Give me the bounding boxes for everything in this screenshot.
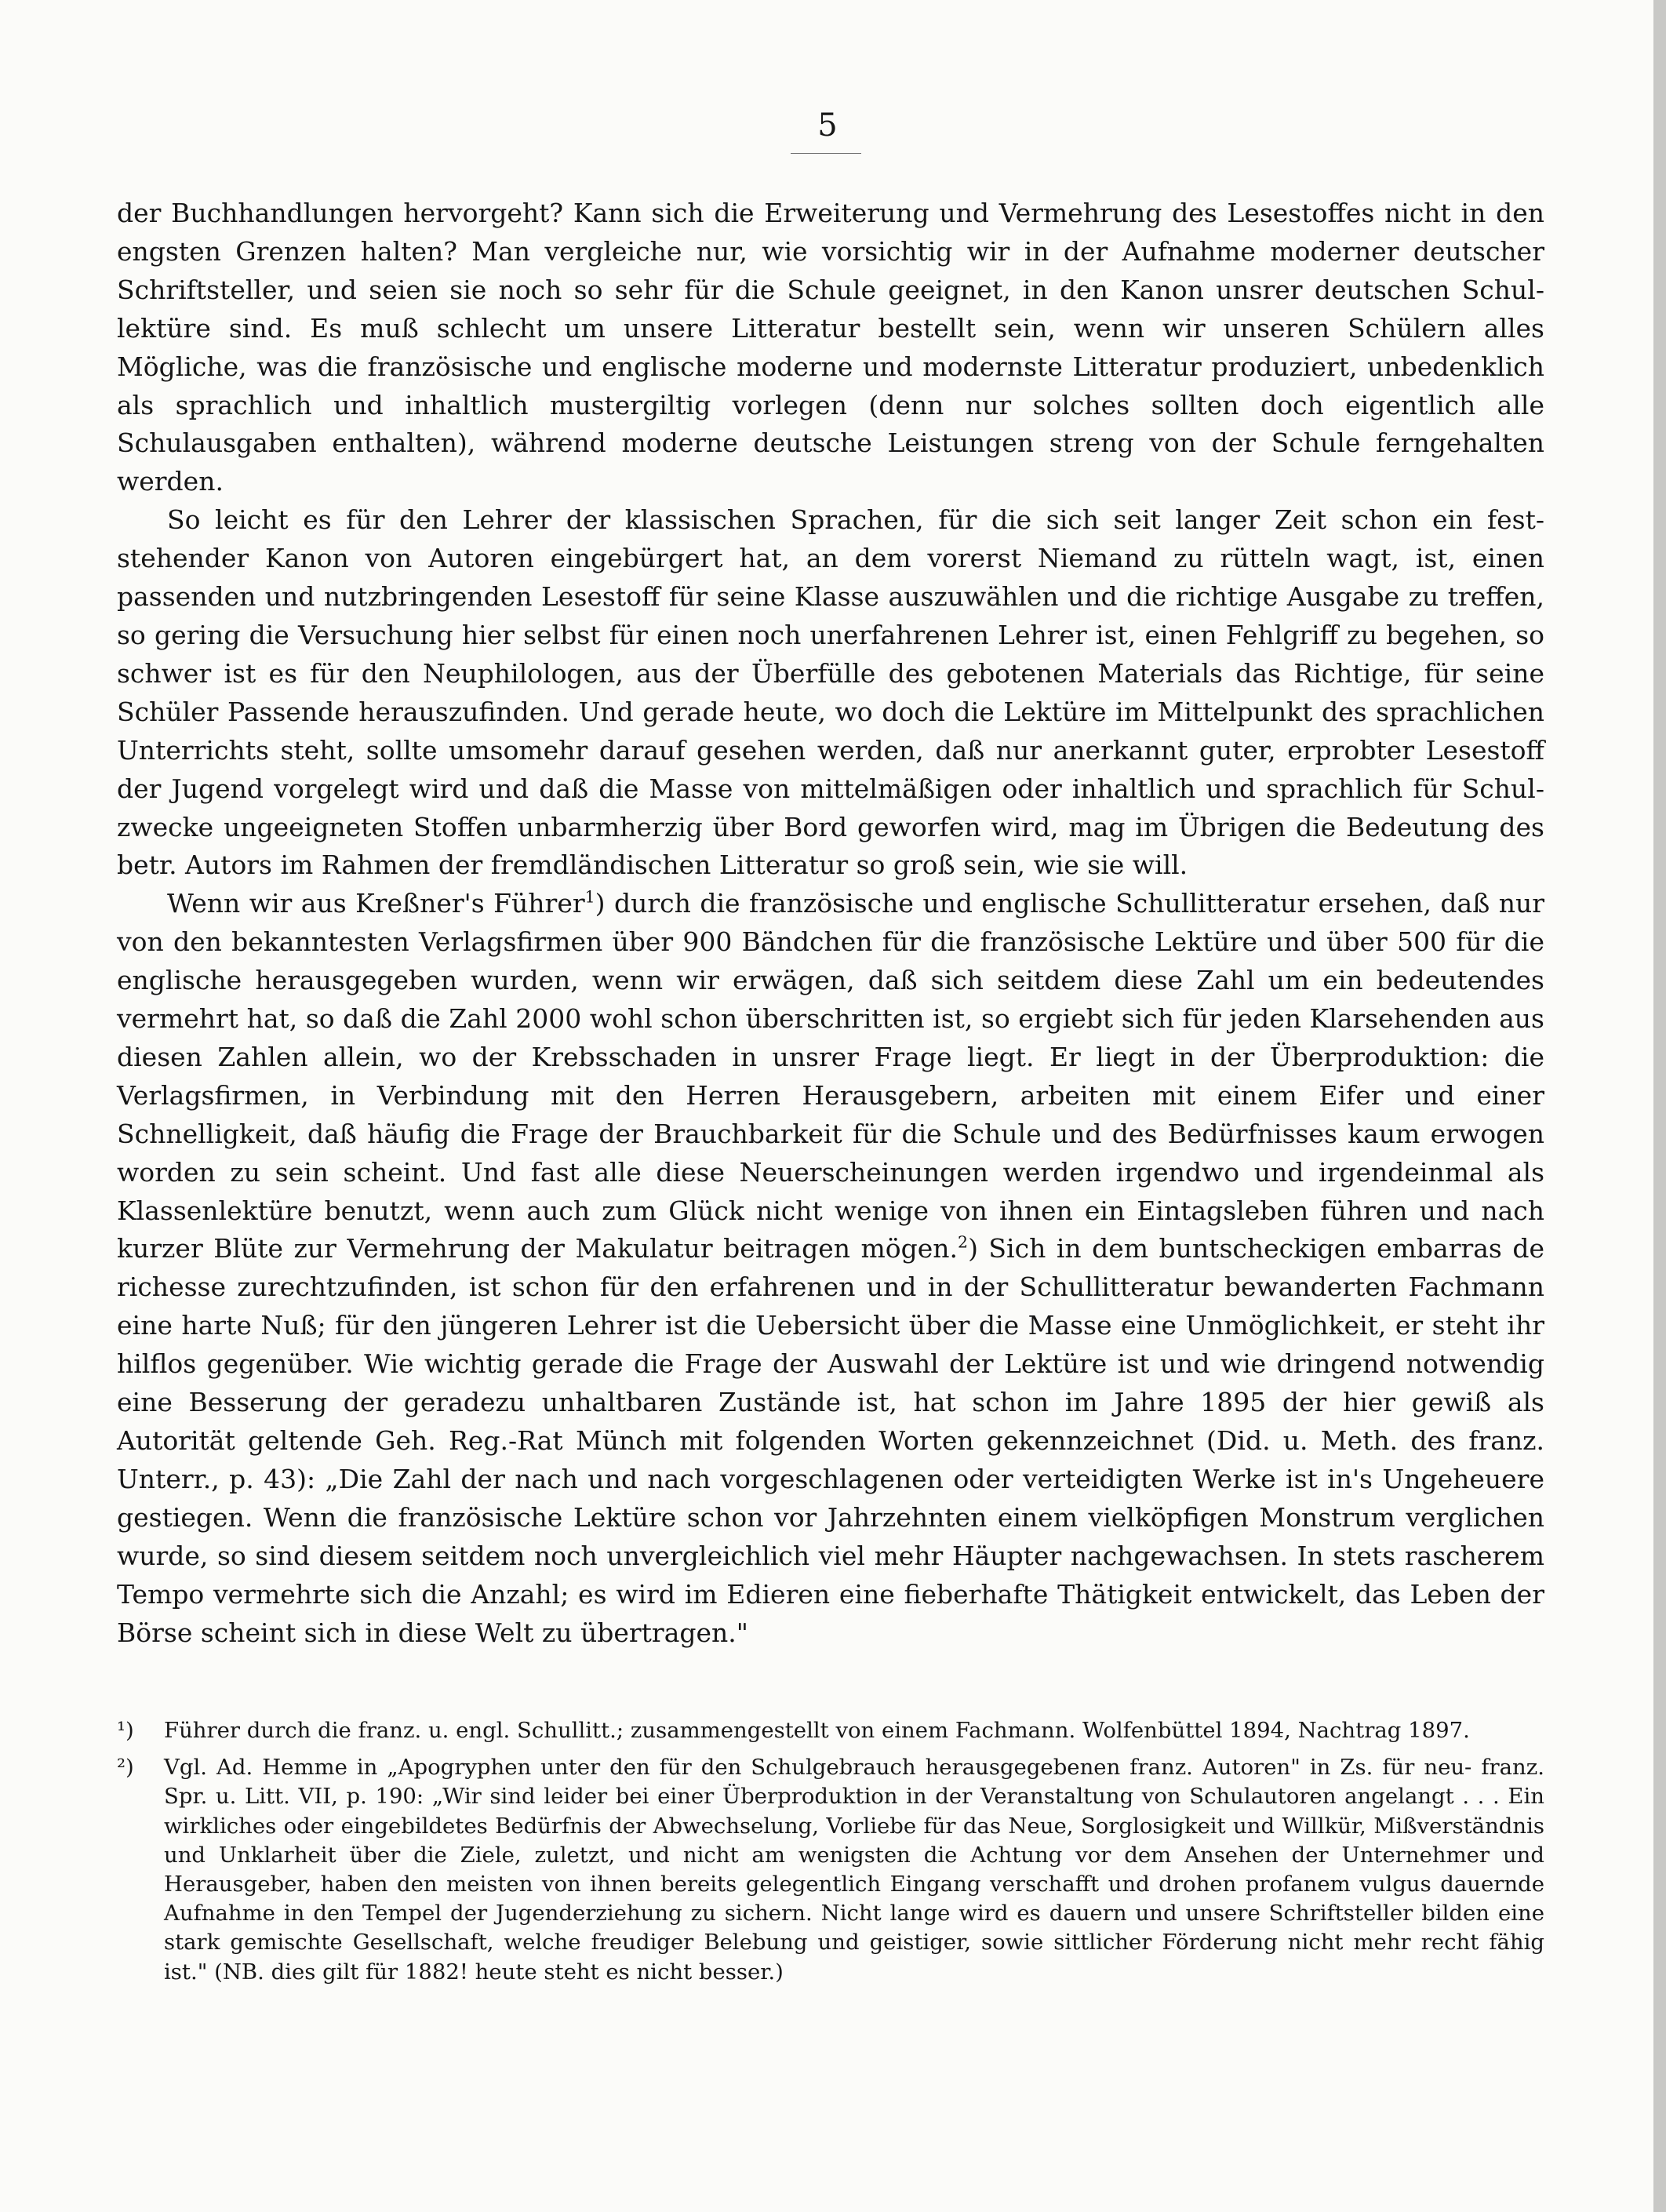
footnote-ref-2: 2	[958, 1233, 969, 1253]
footnote-ref-1: 1	[584, 888, 595, 908]
footnote-2-mark: ²)	[117, 1755, 134, 1781]
footnote-2	[117, 1753, 1544, 1987]
body-text	[117, 195, 1544, 1652]
page-number-rule	[791, 153, 861, 154]
paragraph-3-part-c: ) Sich in dem buntscheckigen embarras de richesse zurechtzufinden, ist schon für den erfahrenen und in der Schullitteratur bewanderten Fachmann eine harte Nuß; für den jüngeren Lehrer ist die Uebersicht über die Masse eine Unmöglichkeit, er steht ihr hilflos gegenüber. Wie wichtig gerade die Frage der Auswahl der Lektüre ist und wie dringend notwendig eine Besserung der geradezu unhaltbaren Zustände ist, hat schon im Jahre 1895 der hier gewiß als Autorität geltende Geh. Reg.-Rat Münch mit folgenden Worten gekennzeichnet (Did. u. Meth. des franz. Unterr., p. 43): „Die Zahl der nach und nach vorgeschlagenen oder verteidigten Werke ist in's Ungeheuere gestiegen. Wenn die französische Lektüre schon vor Jahrzehnten einem vielköpfigen Monstrum verglichen wurde, so sind diesem seitdem noch unvergleichlich viel mehr Häupter nachgewachsen. In stets rascherem Tempo vermehrte sich die Anzahl; es wird im Edieren eine fieberhafte Thätigkeit entwickelt, das Leben der Börse scheint sich in diese Welt zu übertragen."	[117, 1233, 1544, 1648]
footnotes	[117, 1716, 1544, 1995]
paragraph-1: der Buchhandlungen hervorgeht? Kann sich die Erweiterung und Vermehrung des Lesestoffes nicht in den engsten Grenzen halten? Man vergleiche nur, wie vorsichtig wir in der Aufnahme moderner deutscher Schriftsteller, und seien sie noch so sehr für die Schule geeignet, in den Kanon unsrer deutschen Schul- lektüre sind. Es muß schlecht um unsere Litteratur bestellt sein, wenn wir unseren Schülern alles Mögliche, was die französische und englische moderne und modernste Litteratur produziert, unbedenklich als sprachlich und inhaltlich mustergiltig vorlegen (denn nur solches sollten doch eigentlich alle Schulausgaben enthalten), während moderne deutsche Leistungen streng von der Schule ferngehalten werden.	[117, 198, 1544, 497]
paragraph-3-part-a: Wenn wir aus Kreßner's Führer	[167, 888, 585, 919]
paragraph-3	[117, 885, 1544, 1652]
paragraph-3-part-b: ) durch die französische und englische Schullitteratur ersehen, daß nur von den bekanntesten Verlagsfirmen über 900 Bändchen für die französische Lektüre und über 500 für die englische herausgegeben wurden, wenn wir erwägen, daß sich seitdem diese Zahl um ein bedeutendes vermehrt hat, so daß die Zahl 2000 wohl schon überschritten ist, so ergiebt sich für jeden Klarsehenden aus diesen Zahlen allein, wo der Krebsschaden in unsrer Frage liegt. Er liegt in der Überproduktion: die Verlagsfirmen, in Verbindung mit den Herren Herausgebern, arbeiten mit einem Eifer und einer Schnelligkeit, daß häufig die Frage der Brauchbarkeit für die Schule und des Bedürfnisses kaum erwogen worden zu sein scheint. Und fast alle diese Neuerscheinungen werden irgendwo und irgendeinmal als Klassenlektüre benutzt, wenn auch zum Glück nicht wenige von ihnen ein Eintagsleben führen und nach kurzer Blüte zur Vermehrung der Makulatur beitragen mögen.	[117, 888, 1544, 1264]
page-edge-shadow	[1653, 0, 1666, 2212]
page-number: 5	[817, 107, 838, 144]
footnote-1-mark: ¹)	[117, 1718, 134, 1743]
paragraph-2: So leicht es für den Lehrer der klassischen Sprachen, für die sich seit langer Zeit schon ein fest- stehender Kanon von Autoren eingebürgert hat, an dem vorerst Niemand zu rütteln wagt, ist, einen passenden und nutzbringenden Lesestoff für seine Klasse auszuwählen und die richtige Ausgabe zu treffen, so gering die Versuchung hier selbst für einen noch unerfahrenen Lehrer ist, einen Fehlgriff zu begehen, so schwer ist es für den Neuphilologen, aus der Überfülle des gebotenen Materials das Richtige, für seine Schüler Passende herauszufinden. Und gerade heute, wo doch die Lektüre im Mittelpunkt des sprachlichen Unterrichts steht, sollte umsomehr darauf gesehen werden, daß nur anerkannt guter, erprobter Lesestoff der Jugend vorgelegt wird und daß die Masse von mittelmäßigen oder inhaltlich und sprachlich für Schul- zwecke ungeeigneten Stoffen unbarmherzig über Bord geworfen wird, mag im Übrigen die Bedeutung des betr. Autors im Rahmen der fremdländischen Litteratur so groß sein, wie sie will.	[117, 504, 1544, 881]
footnote-1-text: Führer durch die franz. u. engl. Schullitt.; zusammengestellt von einem Fachmann. Wolfenbüttel 1894, Nachtrag 1897.	[164, 1718, 1470, 1743]
footnote-2-text: Vgl. Ad. Hemme in „Apogryphen unter den für den Schulgebrauch herausgegebenen franz. Autoren" in Zs. für neu- franz. Spr. u. Litt. VII, p. 190: „Wir sind leider bei einer Überproduktion in der Veranstaltung von Schulautoren angelangt . . . Ein wirkliches oder eingebildetes Bedürfnis der Abwechselung, Vorliebe für das Neue, Sorglosigkeit und Willkür, Mißverständnis und Unklarheit über die Ziele, zuletzt, und nicht am wenigsten die Achtung vor dem Ansehen der Unternehmer und Herausgeber, haben den meisten von ihnen bereits gelegentlich Eingang verschafft und drohen profanem vulgus dauernde Aufnahme in den Tempel der Jugenderziehung zu sichern. Nicht lange wird es dauern und unsere Schriftsteller bilden eine stark gemischte Gesellschaft, welche freudiger Belebung und geistiger, sowie sittlicher Förderung nicht mehr recht fähig ist." (NB. dies gilt für 1882! heute steht es nicht besser.)	[164, 1755, 1544, 1985]
footnote-1	[117, 1716, 1544, 1745]
